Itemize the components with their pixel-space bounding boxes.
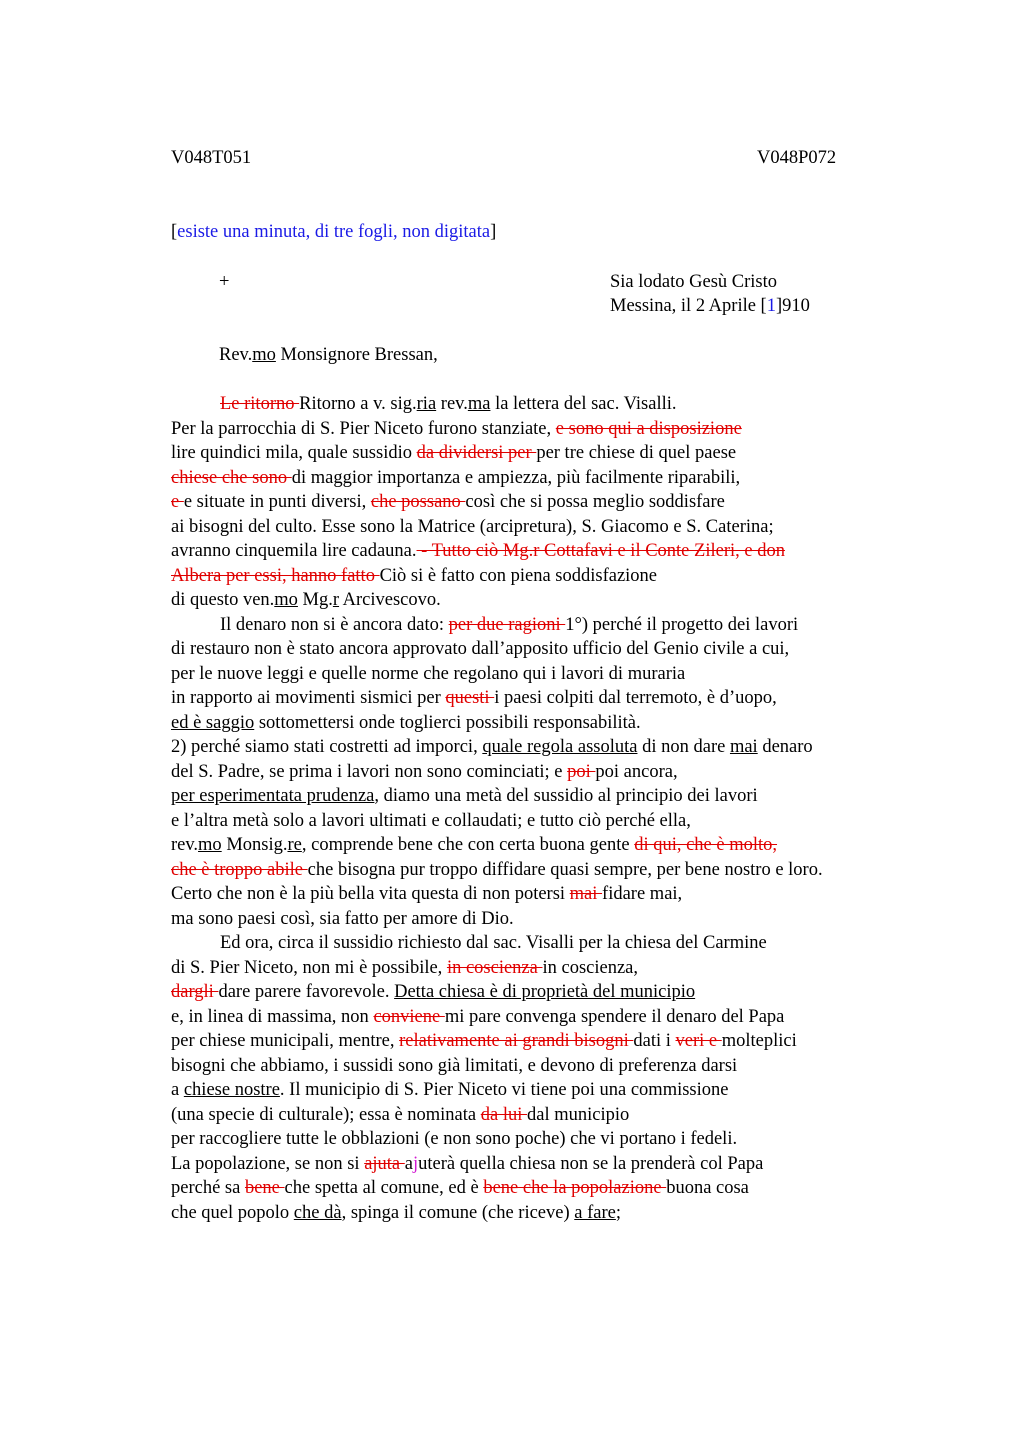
text-line [171,882,931,907]
text-segment: e l’altra metà solo a lavori ultimati e collaudati; e tutto ciò perché ella, [171,810,691,831]
text-segment: Monsig. [221,835,288,855]
text-segment: molteplici [721,1031,797,1051]
text-segment: , comprende bene che con certa buona gente [301,835,635,855]
deleted-text: ajuta [364,1153,405,1174]
text-segment: sottomettersi onde toglierci possibili responsabilità. [254,712,641,733]
deleted-text: conviene [373,1006,445,1027]
text-segment: fidare mai, [602,884,683,904]
text-segment: di non dare [637,737,730,757]
text-line [171,956,931,981]
text-line [171,833,931,858]
deleted-text: mai [569,884,603,904]
text-segment: Ed ora, circa il sussidio richiesto dal sac. Visalli per la chiesa del Carmine [220,933,767,953]
text-line [171,686,931,711]
text-line [171,466,931,491]
text-line [171,564,931,589]
text-line [171,735,931,760]
text-segment: che quel popolo [171,1202,294,1223]
text-segment: buona cosa [666,1178,749,1198]
deleted-text: - Tutto ciò Mg.r Cottafavi e il Conte Zileri, e don [416,541,785,561]
document-code-left: V048T051 [171,148,252,168]
text-line [171,588,931,613]
text-line [171,980,931,1005]
underlined-text: mo [198,835,222,855]
text-line [171,662,931,687]
deleted-text: chiese che sono [171,467,292,488]
underlined-text: chiese nostre [183,1080,280,1100]
deleted-text: poi [567,761,596,782]
text-segment: Ritorno a v. sig. [299,394,417,414]
text-segment: mi pare convenga spendere il denaro del Papa [444,1006,785,1027]
text-line [171,637,931,662]
text-segment: Il denaro non si è ancora dato: [220,614,449,635]
text-segment: di S. Pier Niceto, non mi è possibile, [171,957,447,978]
text-line [171,1029,931,1054]
deleted-text: relativamente ai grandi bisogni [399,1031,634,1051]
underlined-text: a fare [574,1202,616,1223]
text-segment: , spinga il comune (che riceve) [341,1202,575,1223]
text-line [171,809,931,834]
text-line [171,784,931,809]
deleted-text: e [171,492,184,512]
salutation: Rev.mo Monsignore Bressan, [219,345,438,365]
deleted-text: da lui [480,1104,527,1125]
deleted-text: questi [445,688,495,708]
text-line [171,1005,931,1030]
text-line [171,515,931,540]
underlined-text: per esperimentata prudenza [171,786,375,806]
deleted-text: bene che la popolazione [483,1178,667,1198]
text-line [171,1078,931,1103]
text-segment: del S. Padre, se prima i lavori non sono cominciati; e [171,761,568,782]
text-segment: dati i [633,1031,676,1051]
text-segment: di maggior importanza e ampiezza, più facilmente riparabili, [291,467,741,488]
text-segment: che spetta al comune, ed è [284,1178,484,1198]
deleted-text: di qui, che è molto, [634,835,778,855]
text-segment: per chiese municipali, mentre, [171,1031,400,1051]
underlined-text: ma [467,394,491,414]
text-line [171,760,931,785]
underlined-text: mai [729,737,758,757]
text-segment: per le nuove leggi e quelle norme che regolano qui i lavori di muraria [171,663,686,684]
text-line [171,711,931,736]
deleted-text: dargli [171,982,219,1002]
text-segment: 1°) perché il progetto dei lavori [565,614,799,635]
deleted-text: Le ritorno [220,394,300,414]
text-segment: in rapporto ai movimenti sismici per [171,688,446,708]
underlined-text: r [332,590,340,610]
deleted-text: in coscienza [446,957,543,978]
text-segment: uterà quella chiesa non se la prenderà col Papa [418,1153,764,1174]
text-line [171,1176,931,1201]
text-line [171,1201,931,1226]
text-line [171,392,931,417]
document-code-right: V048P072 [757,148,837,168]
text-segment: (una specie di culturale); essa è nominata [171,1104,481,1125]
text-segment: rev. [436,394,468,414]
text-segment: denaro [757,737,813,757]
text-line [171,1103,931,1128]
text-segment: di questo ven. [171,590,275,610]
text-line [171,1127,931,1152]
underlined-text: che dà [293,1202,342,1223]
text-segment: lire quindici mila, quale sussidio [171,443,417,463]
text-line [171,907,931,932]
underlined-text: re [287,835,302,855]
deleted-text: che possano [370,492,466,512]
text-segment: che bisogna pur troppo diffidare quasi sempre, per bene nostro e loro. [307,859,823,880]
text-segment: per tre chiese di quel paese [536,443,737,463]
text-segment: a [171,1080,184,1100]
text-segment: perché sa [171,1178,245,1198]
text-segment: , diamo una metà del sussidio al principio dei lavori [374,786,758,806]
text-segment: Per la parrocchia di S. Pier Niceto furono stanziate, [171,418,556,439]
text-line [171,441,931,466]
text-line [171,1152,931,1177]
text-line [171,858,931,883]
text-line [171,613,931,638]
text-segment: La popolazione, se non si [171,1153,365,1174]
text-segment: la lettera del sac. Visalli. [490,394,677,414]
deleted-text: bene [244,1178,285,1198]
text-segment: rev. [171,835,199,855]
cross-mark: + [219,272,230,292]
underlined-text: Detta chiesa è di proprietà del municipio [394,982,696,1002]
text-segment: Certo che non è la più bella vita questa di non potersi [171,884,570,904]
text-segment: per raccogliere tutte le obblazioni (e non sono poche) che vi portano i fedeli. [171,1129,738,1149]
text-line [171,490,931,515]
text-segment: avranno cinquemila lire cadauna. [171,541,417,561]
text-segment: ; [615,1202,621,1223]
text-segment: di restauro non è stato ancora approvato dall’apposito ufficio del Genio civile a cui, [171,639,790,659]
text-segment: dare parere favorevole. [218,982,395,1002]
text-segment: dal municipio [527,1104,630,1125]
underlined-text: mo [274,590,298,610]
editorial-note: [esiste una minuta, di tre fogli, non digitata] [171,222,497,242]
place-and-date: Messina, il 2 Aprile [1]910 [610,296,810,316]
letter-body [171,392,931,1225]
text-segment: ai bisogni del culto. Esse sono la Matrice (arcipretura), S. Giacomo e S. Caterina; [171,516,774,537]
deleted-text: per due ragioni [448,614,566,635]
text-segment: a [404,1153,413,1174]
text-segment: poi ancora, [595,761,678,782]
underlined-text: ed è saggio [171,712,255,733]
text-segment: . Il municipio di S. Pier Niceto vi tiene poi una commissione [279,1080,729,1100]
text-segment: Mg. [297,590,333,610]
inserted-letter: j [412,1153,419,1174]
letterhead-motto: Sia lodato Gesù Cristo [610,272,778,292]
deleted-text: Albera per essi, hanno fatto [171,565,380,586]
text-segment: così che si possa meglio soddisfare [465,492,725,512]
deleted-text: e sono qui a disposizione [555,418,742,439]
text-segment: e situate in punti diversi, [183,492,371,512]
underlined-text: ria [416,394,437,414]
text-segment: e, in linea di massima, non [171,1006,374,1027]
deleted-text: da dividersi per [416,443,537,463]
deleted-text: veri e [675,1031,722,1051]
editorial-note-text: esiste una minuta, di tre fogli, non digitata [177,222,491,242]
text-segment: Arcivescovo. [339,590,441,610]
text-segment: in coscienza, [542,957,639,978]
text-line [171,417,931,442]
text-line [171,1054,931,1079]
text-segment: 2) perché siamo stati costretti ad imporci, [171,737,483,757]
underlined-text: quale regola assoluta [482,737,638,757]
text-segment: Ciò si è fatto con piena soddisfazione [379,565,658,586]
text-line [171,539,931,564]
text-segment: ma sono paesi così, sia fatto per amore di Dio. [171,908,514,929]
text-segment: i paesi colpiti dal terremoto, è d’uopo, [494,688,777,708]
text-segment: bisogni che abbiamo, i sussidi sono già limitati, e devono di preferenza darsi [171,1055,738,1076]
text-line [171,931,931,956]
deleted-text: che è troppo abile [171,859,308,880]
